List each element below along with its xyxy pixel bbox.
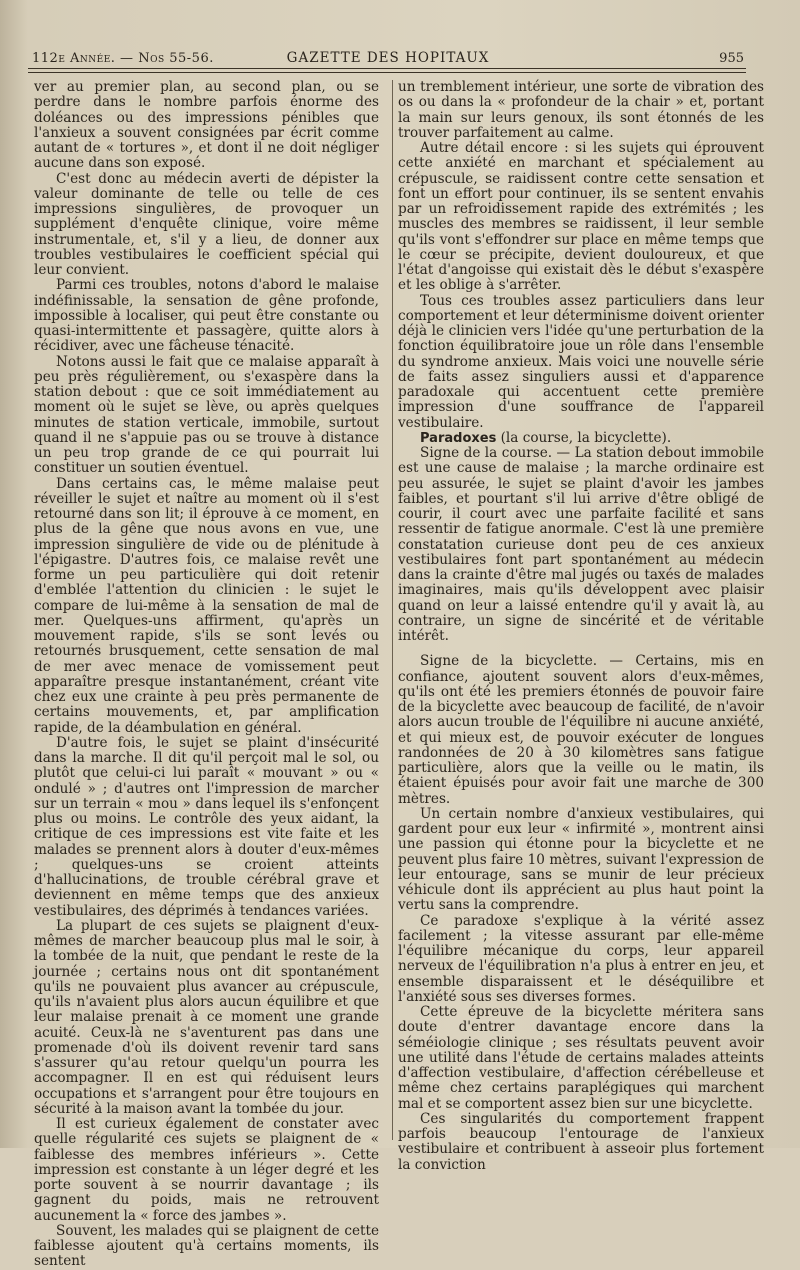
paragraph: Signe de la bicyclette. — Certains, mis en confiance, ajoutent souvent alors d'eux-mêmes, qu'ils ont été les premiers étonnés de pouvoir faire de la bicyclette avec beaucoup de facilité, de n'avoir alors aucun trouble de l'équilibre ni aucune anxiété, et qui mieux est, de pouvoir exécuter de longues randonnées de 20 à 30 kilomètres sans fatigue particulière, alors que la veille ou le matin, ils étaient épuisés pour avoir fait une marche de 300 mètres.	[398, 653, 764, 807]
paragraph: Ce paradoxe s'explique à la vérité assez facilement ; la vitesse assurant par elle-même l'équilibre mécanique du corps, leur appareil nerveux de l'équilibration n'a plus à entrer en jeu, et ensemble disparaissent et le déséquilibre et l'anxiété sous ses diverses formes.	[398, 912, 764, 1005]
section-heading-bold: Paradoxes	[420, 430, 497, 446]
section-heading	[398, 431, 764, 446]
paragraph: Signe de la course. — La station debout immobile est une cause de malaise ; la marche ordinaire est peu assurée, le sujet se plaint d'avoir les jambes faibles, et pourtant s'il lui arrive d'être obligé de courir, il court avec une parfaite facilité et sans ressentir de fatigue anormale. C'est là une première constatation curieuse dont peu de ces anxieux vestibulaires font part spontanément au médecin dans la crainte d'être mal jugés ou taxés de malades imaginaires, mais qu'ils développent avec plaisir quand on leur a laissé entendre qu'il y avait là, au contraire, un signe de sincérité et de véritable intérêt.	[398, 445, 764, 644]
paragraph: La plupart de ces sujets se plaignent d'eux-mêmes de marcher beaucoup plus mal le soir, à la tombée de la nuit, que pendant le reste de la journée ; certains nous ont dit spontanément qu'ils ne pouvaient plus avancer au crépuscule, qu'ils n'avaient plus alors aucun équilibre et que leur malaise prenait à ce moment une grande acuité. Ceux-là ne s'aventurent pas dans une promenade d'où ils doivent revenir tard sans s'assurer qu'au retour quelqu'un pourra les accompagner. Il en est qui réduisent leurs occupations et s'arrangent pour être toujours en sécurité à la maison avant la tombée du jour.	[34, 917, 379, 1117]
header-rule	[28, 68, 746, 73]
volume-label: 112e Année. — Nos 55-56.	[32, 51, 214, 66]
paragraph: un tremblement intérieur, une sorte de vibration des os ou dans la « profondeur de la chair » et, portant la main sur leurs genoux, ils sont étonnés de les trouver parfaitement au calme.	[398, 79, 764, 141]
paragraph: ver au premier plan, au second plan, ou se perdre dans le nombre parfois énorme des doléances ou des impressions pénibles que l'anxieux a souvent consignées par écrit comme autant de « tortures », et dont il ne doit négliger aucune dans son exposé.	[34, 79, 379, 172]
paragraph: Dans certains cas, le même malaise peut réveiller le sujet et naître au moment où il s'est retourné dans son lit; il éprouve à ce moment, en plus de la gêne que nous avons en vue, une impression singulière de vide ou de plénitude à l'épigastre. D'autres fois, ce malaise revêt une forme un peu particulière qui doit retenir d'emblée l'attention du clinicien : le sujet le compare de lui-même à la sensation de mal de mer. Quelques-uns affirment, qu'après un mouvement rapide, s'ils se sont levés ou retournés brusquement, cette sensation de mal de mer avec menace de vomissement peut apparaître presque instantanément, créant vite chez eux une crainte à peu près permanente de certains mouvements, et, par amplification rapide, de la déambulation en général.	[34, 475, 379, 736]
paragraph: Notons aussi le fait que ce malaise apparaît à peu près régulièrement, ou s'exaspère dans la station debout : que ce soit immédiatement au moment où le sujet se lève, ou après quelques minutes de station verticale, immobile, surtout quand il ne s'appuie pas ou se trouve à distance un peu trop grande de ce qui pourrait lui constituer un soutien éventuel.	[34, 353, 379, 477]
paragraph: D'autre fois, le sujet se plaint d'insécurité dans la marche. Il dit qu'il perçoit mal le sol, ou plutôt que celui-ci lui paraît « mouvant » ou « ondulé » ; d'autres ont l'impression de marcher sur un terrain « mou » dans lequel ils s'enfonçent plus ou moins. Le contrôle des yeux aidant, la critique de ces impressions est vite faite et les malades se prennent alors à douter d'eux-mêmes ; quelques-uns se croient atteints d'hallucinations, de trouble cérébral grave et deviennent en même temps que des anxieux vestibulaires, des déprimés à tendances variées.	[34, 734, 379, 919]
paragraph: Ces singularités du comportement frappent parfois beaucoup l'entourage de l'anxieux vestibulaire et contribuent à asseoir plus fortement la conviction	[398, 1110, 764, 1173]
page-header	[32, 40, 744, 66]
section-heading-rest: (la course, la bicyclette).	[496, 429, 672, 446]
paragraph: Autre détail encore : si les sujets qui éprouvent cette anxiété en marchant et spécialement au crépuscule, se raidissent contre cette sensation et font un effort pour continuer, ils se sentent envahis par un refroidissement rapide des extrémités ; les muscles des membres se raidissent, il leur semble qu'ils vont s'effondrer sur place en même temps que le cœur se précipite, devient douloureux, et que l'état d'angoisse qui existait dès le début s'exaspère et les oblige à s'arrêter.	[398, 140, 764, 294]
paragraph: Il est curieux également de constater avec quelle régularité ces sujets se plaignent de « faiblesse des membres inférieurs ». Cette impression est constante à un léger degré et les porte souvent à se nourrir davantage ; ils gagnent du poids, mais ne retrouvent aucunement la « force des jambes ».	[34, 1116, 379, 1224]
column-divider	[392, 80, 393, 1140]
paragraph: Souvent, les malades qui se plaignent de cette faiblesse ajoutent qu'à certains moments, ils sentent	[34, 1222, 379, 1270]
left-column	[34, 79, 379, 1270]
journal-title: GAZETTE DES HOPITAUX	[286, 50, 490, 66]
paragraph: Un certain nombre d'anxieux vestibulaires, qui gardent pour eux leur « infirmité », montrent ainsi une passion qui étonne pour la bicyclette et ne peuvent plus faire 10 mètres, suivant l'expression de leur entourage, sans se munir de leur précieux véhicule dont ils apprécient au plus haut point la vertu sans la comprendre.	[398, 805, 764, 914]
paragraph: Cette épreuve de la bicyclette méritera sans doute d'entrer davantage encore dans la séméiologie clinique ; ses résultats peuvent avoir une utilité dans l'étude de certains malades atteints d'affection vestibulaire, d'affection cérébelleuse et même chez certains paraplégiques qui marchent mal et se comportent assez bien sur une bicyclette.	[398, 1004, 764, 1112]
paragraph: Tous ces troubles assez particuliers dans leur comportement et leur déterminisme doivent orienter déjà le clinicien vers l'idée qu'une perturbation de la fonction équilibratoire joue un rôle dans l'ensemble du syndrome anxieux. Mais voici une nouvelle série de faits assez singuliers aussi et d'apparence paradoxale qui accentuent cette première impression d'une souffrance de l'appareil vestibulaire.	[398, 292, 764, 431]
paragraph: Parmi ces troubles, notons d'abord le malaise indéfinissable, la sensation de gêne profonde, impossible à localiser, qui peut être constante ou quasi-intermittente et passagère, quitte alors à récidiver, avec une fâcheuse ténacité.	[34, 277, 379, 355]
right-column	[398, 79, 764, 1173]
page-number: 955	[719, 51, 744, 66]
paragraph: C'est donc au médecin averti de dépister la valeur dominante de telle ou telle de ces impressions singulières, de provoquer un supplément d'enquête clinique, voire même instrumentale, et, s'il y a lieu, de donner aux troubles vestibulaires le coefficient spécial qui leur convient.	[34, 170, 379, 278]
